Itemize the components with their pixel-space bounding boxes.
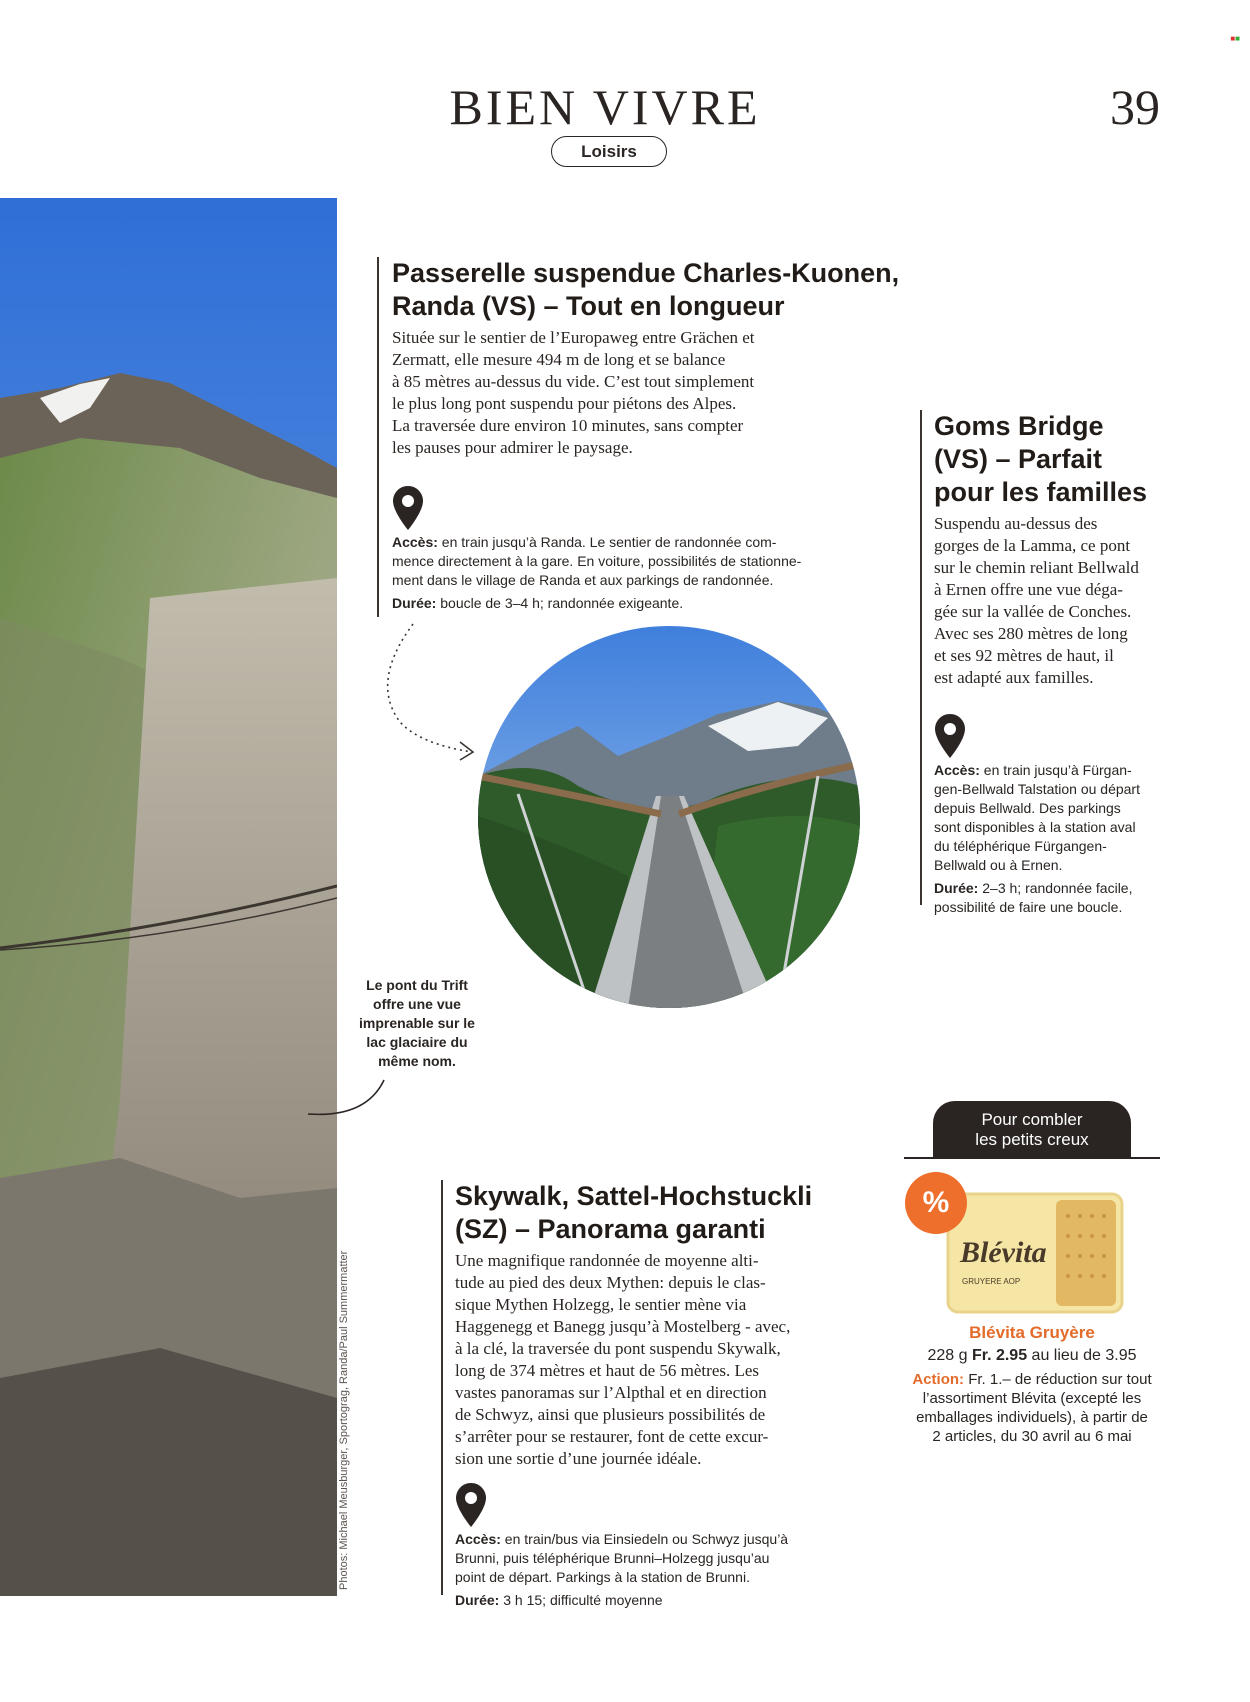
access-info: Accès: en train jusqu’à Randa. Le sentier de randonnée com- mence directement à la gare. En voiture, possibilités de stationne- ment dans le village de Randa et aux parkings de randonnée. xyxy=(392,534,802,588)
randa-bridge-photo xyxy=(478,626,860,1008)
article-title: Passerelle suspendue Charles-Kuonen, Randa (VS) – Tout en longueur xyxy=(392,258,900,321)
location-pin-icon xyxy=(392,485,424,531)
dotted-arrow-icon xyxy=(380,622,480,762)
package-subtitle: GRUYERE AOP xyxy=(962,1277,1021,1286)
photo-credit: Photos: Michael Meusburger, Sportograg, Randa/Paul Summermatter xyxy=(338,1250,350,1590)
article-bar xyxy=(441,1180,443,1595)
location-pin-icon xyxy=(934,713,966,759)
article-title: Goms Bridge (VS) – Parfait pour les familles xyxy=(934,411,1148,507)
duration-info: Durée: 2–3 h; randonnée facile, possibilité de faire une boucle. xyxy=(934,880,1133,915)
corner-mark: ■■ xyxy=(1230,34,1240,43)
access-info: Accès: en train/bus via Einsiedeln ou Schwyz jusqu’à Brunni, puis téléphérique Brunni–Holzegg jusqu’au point de départ. Parkings à la station de Brunni. xyxy=(455,1531,789,1585)
article-bar xyxy=(377,257,379,617)
trift-bridge-photo xyxy=(0,198,337,1596)
location-pin-icon xyxy=(455,1482,487,1528)
product-package-image xyxy=(946,1186,1124,1318)
discount-badge: % xyxy=(905,1172,967,1234)
product-action: Action: Fr. 1.– de réduction sur tout l’assortiment Blévita (excepté les emballages individuels), à partir de 2 articles, du 30 avril au 6 mai xyxy=(912,1371,1152,1445)
article-body: Une magnifique randonnée de moyenne alti- tude au pied des deux Mythen: depuis le clas- sique Mythen Holzegg, le sentier mène via Haggenegg et Banegg jusqu’à Mostelberg - avec, à la clé, la traversée du pont suspendu Skywalk, long de 374 mètres et haut de 56 mètres. Les vastes panoramas sur l’Alpthal et en direction de Schwyz, ainsi que plusieurs possibilités de s’arrêter pour se restaurer, font de cette excur- sion une sortie d’une journée idéale. xyxy=(455,1251,791,1468)
page-header-title: BIEN VIVRE xyxy=(449,79,761,135)
duration-info: Durée: 3 h 15; difficulté moyenne xyxy=(455,1592,663,1608)
caption-pointer-icon xyxy=(306,1078,390,1122)
article-body: Située sur le sentier de l’Europaweg entre Grächen et Zermatt, elle mesure 494 m de long et se balance à 85 mètres au-dessus du vide. C’est tout simplement le plus long pont suspendu pour piétons des Alpes. La traversée dure environ 10 minutes, sans compter les pauses pour admirer le paysage. xyxy=(392,328,755,457)
product-name: Blévita Gruyère xyxy=(969,1323,1095,1342)
article-goms xyxy=(920,410,1170,915)
page-number: 39 xyxy=(1110,79,1160,135)
article-bar xyxy=(920,410,922,905)
promo-divider xyxy=(904,1157,1160,1159)
section-pill: Loisirs xyxy=(551,136,667,167)
duration-info: Durée: boucle de 3–4 h; randonnée exigeante. xyxy=(392,595,684,611)
photo-caption: Le pont du Trift offre une vue imprenable sur le lac glaciaire du même nom. xyxy=(359,977,475,1069)
promo-tab: Pour combler les petits creux xyxy=(933,1101,1131,1157)
access-info: Accès: en train jusqu’à Fürgan- gen-Bellwald Talstation ou départ depuis Bellwald. Des parkings sont disponibles à la station aval du téléphérique Fürgangen- Bellwald ou à Ernen. xyxy=(934,762,1140,873)
article-title: Skywalk, Sattel-Hochstuckli (SZ) – Panorama garanti xyxy=(455,1181,813,1244)
article-body: Suspendu au-dessus des gorges de la Lamma, ce pont sur le chemin reliant Bellwald à Ernen offre une vue déga- gée sur la vallée de Conches. Avec ses 280 mètres de long et ses 92 mètres de haut, il est adapté aux familles. xyxy=(934,514,1139,687)
package-brand: Blévita xyxy=(960,1236,1047,1269)
article-randa xyxy=(377,257,917,617)
article-skywalk xyxy=(441,1180,881,1608)
product-price: 228 g Fr. 2.95 au lieu de 3.95 xyxy=(927,1347,1137,1364)
